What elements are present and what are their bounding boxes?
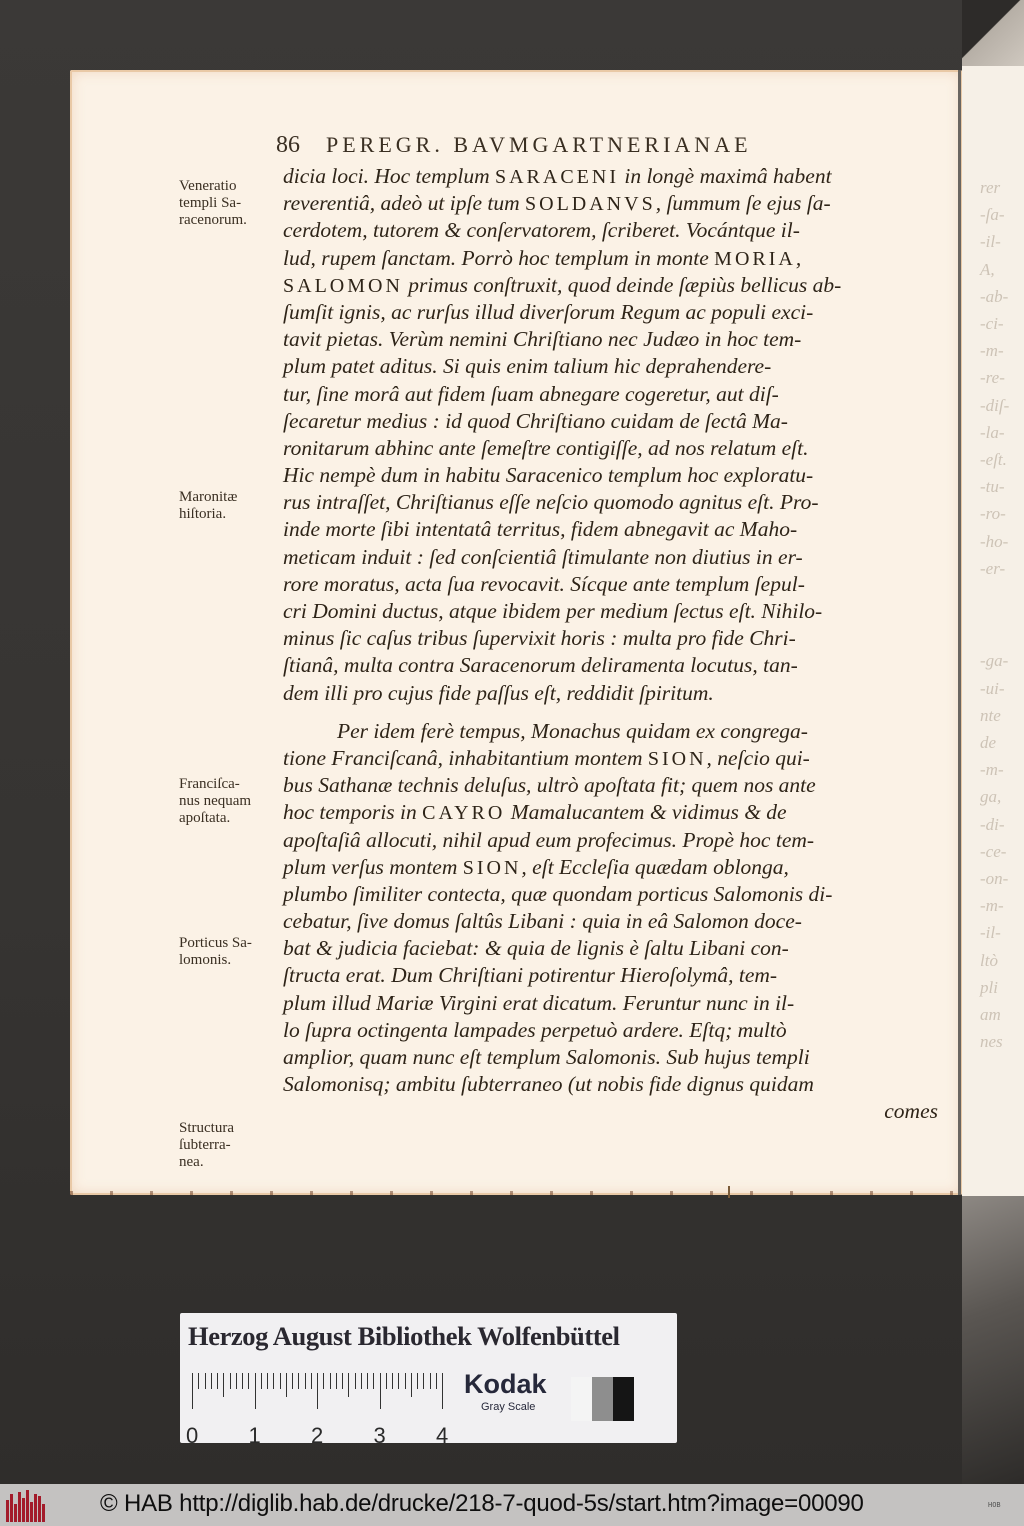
ruler-tick — [317, 1373, 318, 1409]
ruler-tick — [217, 1373, 218, 1389]
text-run: Per idem ferè tempus, Monachus quidam ex congrega- — [337, 718, 808, 743]
ruler-label: 3 — [373, 1423, 386, 1448]
small-caps-name: SION — [462, 856, 522, 879]
text-run: , neſcio qui- — [706, 745, 810, 770]
ruler-tick — [330, 1373, 331, 1389]
bleed-through-text: -m- — [980, 896, 1004, 916]
text-run: tione Franciſcanâ, inhabitantium montem — [283, 745, 648, 770]
bleed-through-text: -la- — [980, 422, 1005, 442]
margin-note-line: Franciſca- — [179, 776, 240, 792]
bleed-through-text: -ro- — [980, 504, 1006, 524]
ruler-label: 1 — [248, 1423, 261, 1448]
footer-mini-label: HOB — [988, 1501, 1001, 1509]
page-number: 86 — [276, 132, 300, 158]
margin-note — [179, 178, 247, 229]
bleed-through-text: am — [980, 1005, 1001, 1024]
ruler-tick — [380, 1373, 381, 1409]
bleed-through-text: -il- — [980, 232, 1001, 252]
text-run: apoſtaſiâ allocuti, nihil apud eum profecimus. Propè hoc tem- — [283, 827, 815, 852]
text-line — [283, 799, 938, 826]
bleed-through-text: -m- — [980, 341, 1004, 361]
bleed-through-text: -ce- — [980, 841, 1007, 861]
text-line — [283, 1017, 938, 1044]
ruler-tick — [423, 1373, 424, 1389]
text-line — [283, 544, 938, 571]
small-caps-name: CAYRO — [422, 802, 506, 825]
margin-note-line: lomonis. — [179, 952, 232, 968]
ruler-tick — [267, 1373, 268, 1389]
text-line — [283, 908, 938, 935]
kodak-logo: Kodak — [464, 1369, 547, 1399]
footer-bar — [0, 1484, 1024, 1526]
text-line — [283, 381, 938, 408]
ruler-label: 4 — [436, 1423, 449, 1448]
ruler-tick — [373, 1373, 374, 1389]
text-run: minus ſic caſus tribus ſupervixit horis : multa pro fide Chri- — [283, 626, 796, 651]
text-line — [283, 745, 938, 772]
text-run: , eſt Eccleſia quædam oblonga, — [521, 854, 789, 879]
text-run: , ſummum ſe ejus ſa- — [655, 191, 831, 216]
ruler-tick — [211, 1373, 212, 1389]
text-run: reverentiâ, adeò ut ipſe tum — [283, 191, 526, 216]
margin-note — [179, 935, 252, 969]
text-line — [283, 408, 938, 435]
bleed-through-text: -er- — [980, 558, 1006, 578]
ruler-label: 2 — [311, 1423, 324, 1448]
text-run: rus intraſſet, Chriſtianus eſſe neſcio quomodo agnitus eſt. Pro- — [283, 490, 819, 515]
text-run: amplior, quam nunc eſt templum Salomonis. Sub hujus templi — [283, 1045, 810, 1069]
ruler-tick — [192, 1373, 193, 1409]
ruler-tick — [298, 1373, 299, 1389]
margin-note-line: Structura — [179, 1120, 234, 1136]
ruler-tick — [355, 1373, 356, 1389]
ruler-tick — [280, 1373, 281, 1389]
small-caps-name: SOLDANVS — [525, 193, 656, 216]
bleed-through-text: de — [980, 733, 997, 752]
gray-scale-patches — [571, 1377, 635, 1421]
gray-patch — [592, 1377, 613, 1421]
text-line — [283, 1098, 938, 1125]
text-run: bat & judicia faciebat: & quia de lignis è ſaltu Libani con- — [283, 936, 789, 961]
text-line — [283, 598, 938, 625]
ruler-tick — [411, 1373, 412, 1397]
bleed-through-text: -diſ- — [980, 395, 1010, 415]
bleed-through-text: ltò — [980, 950, 998, 970]
running-header — [276, 132, 752, 159]
margin-note-line: Veneratio — [179, 178, 237, 194]
text-line — [283, 489, 938, 516]
text-run: ronitarum abhinc ante ſemeſtre contigiſſe, ad nos relatum eſt. — [283, 435, 809, 460]
running-head-title: PEREGR. BAVMGARTNERIANAE — [326, 132, 752, 157]
text-run: cebatur, ſive domus ſaltûs Libani : quia in eâ Salomon doce- — [283, 909, 802, 934]
margin-note — [179, 489, 237, 523]
text-run: dicia loci. Hoc templum — [283, 164, 495, 188]
main-text-block — [283, 163, 938, 1126]
text-line — [283, 680, 938, 707]
bleed-through-text: pli — [980, 977, 998, 997]
adjacent-page — [962, 66, 1024, 1376]
ruler-tick — [242, 1373, 243, 1389]
text-line — [283, 516, 938, 543]
ruler-tick — [236, 1373, 237, 1389]
margin-note-line: racenorum. — [179, 212, 247, 228]
gray-patch — [571, 1377, 592, 1421]
adjacent-page-corner — [962, 0, 1024, 66]
bleed-through-text: nes — [980, 1032, 1003, 1052]
ruler-tick — [323, 1373, 324, 1389]
ruler-tick — [405, 1373, 406, 1389]
text-line — [283, 353, 938, 380]
text-run: ſecaretur medius : id quod Chriſtiano cuidam de ſectâ Ma- — [283, 408, 788, 433]
bleed-through-text: -re- — [980, 368, 1005, 388]
text-run: in longè maximâ habent — [618, 164, 832, 188]
bleed-through-text: -m- — [980, 760, 1004, 780]
text-run: Mamalucantem & vidimus & de — [505, 800, 787, 825]
bleed-through-text: -ga- — [980, 651, 1009, 671]
text-line — [283, 1071, 938, 1098]
text-line — [283, 962, 938, 989]
ruler-tick — [367, 1373, 368, 1389]
ruler-tick — [255, 1373, 256, 1409]
text-line — [283, 326, 938, 353]
ruler-label: 0 — [186, 1423, 199, 1448]
text-run: tur, ſine morâ aut fidem ſuam abnegare cogeretur, aut diſ- — [283, 381, 779, 406]
ruler-tick — [248, 1373, 249, 1389]
ruler-tick — [336, 1373, 337, 1389]
text-line — [283, 935, 938, 962]
text-run: cerdotem, tutorem & conſervatorem, ſcriberet. Vocántque il- — [283, 218, 800, 243]
bleed-through-text: -ci- — [980, 314, 1004, 333]
ruler-tick — [305, 1373, 306, 1389]
ruler-tick — [442, 1373, 443, 1409]
text-run: tavit pietas. Verùm nemini Chriſtiano nec Judæo in hoc tem- — [283, 327, 802, 352]
text-line — [283, 217, 938, 244]
text-line — [283, 772, 938, 799]
copyright-link[interactable]: © HAB http://diglib.hab.de/drucke/218-7-quod-5s/start.htm?image=00090 — [100, 1490, 864, 1517]
hab-logo-icon — [6, 1490, 48, 1522]
ruler-tick — [386, 1373, 387, 1389]
ruler-tick — [286, 1373, 287, 1397]
bleed-through-text: -tu- — [980, 477, 1005, 497]
text-line — [283, 571, 938, 598]
small-caps-name: SARACENI — [494, 166, 619, 188]
margin-note-line: nea. — [179, 1154, 204, 1170]
color-calibration-strip — [180, 1313, 677, 1448]
text-line — [283, 190, 938, 217]
text-run: ſtianâ, multa contra Saracenorum deliramenta locutus, tan- — [283, 653, 798, 678]
text-run: plumbo ſimiliter contecta, quæ quondam porticus Salomonis di- — [283, 881, 833, 906]
margin-note — [179, 776, 251, 827]
text-run: ſtructa erat. Dum Chriſtiani potirentur Hieroſolymâ, tem- — [283, 963, 778, 988]
text-line — [283, 881, 938, 908]
text-run: rore moratus, acta ſua revocavit. Sícque ante templum ſepul- — [283, 571, 805, 596]
bleed-through-text: nte — [980, 705, 1001, 725]
margin-note-line: nus nequam — [179, 793, 252, 809]
text-line — [283, 245, 938, 272]
bleed-through-text: -ho- — [980, 531, 1009, 551]
margin-note-line: hiſtoria. — [179, 506, 227, 522]
ruler-tick — [392, 1373, 393, 1389]
text-run: dem illi pro cujus fide paſſus eſt, reddidit ſpiritum. — [283, 680, 714, 705]
text-run: primus conſtruxit, quod deinde ſæpiùs bellicus ab- — [402, 272, 842, 297]
bleed-through-text: -on- — [980, 869, 1009, 888]
text-run: lud, rupem ſanctam. Porrò hoc templum in monte — [283, 245, 715, 270]
bleed-through-text: ga, — [980, 787, 1002, 807]
text-line — [283, 718, 938, 745]
bleed-through-text: rer — [980, 178, 1001, 197]
text-line — [283, 990, 938, 1017]
bleed-through-text: -ui- — [980, 678, 1005, 698]
ruler-tick — [342, 1373, 343, 1389]
ruler-tick — [348, 1373, 349, 1397]
text-run: bus Sathanæ technis deluſus, ultrò apoſtata fit; quem nos ante — [283, 773, 816, 798]
ruler-tick — [417, 1373, 418, 1389]
ruler-tick — [292, 1373, 293, 1389]
small-caps-name: SALOMON — [283, 274, 403, 297]
text-run: , — [795, 245, 802, 270]
bleed-through-text: -di- — [980, 814, 1005, 834]
text-line — [283, 272, 938, 299]
ruler-tick — [273, 1373, 274, 1389]
text-run: plum patet aditus. Si quis enim talium hic deprahendere- — [283, 354, 772, 379]
ruler-tick — [361, 1373, 362, 1389]
text-run: comes — [884, 1099, 938, 1124]
text-run: hoc temporis in — [283, 800, 423, 825]
text-line — [283, 827, 938, 854]
small-caps-name: SION — [647, 747, 707, 770]
small-caps-name: MORIA — [714, 247, 796, 270]
ruler-tick — [436, 1373, 437, 1389]
ruler-tick — [261, 1373, 262, 1389]
text-run: cri Domini ductus, atque ibidem per medium ſectus eſt. Nihilo- — [283, 599, 823, 623]
kodak-subtitle: Gray Scale — [481, 1401, 536, 1413]
text-run: Hic nempè dum in habitu Saracenico templum hoc exploratu- — [283, 463, 814, 488]
margin-note-line: Maronitæ — [179, 489, 238, 505]
text-run: lo ſupra octingenta lampades perpetuò ardere. Eſtq; multò — [283, 1017, 787, 1042]
ruler-tick — [311, 1373, 312, 1389]
adjacent-page-edge — [962, 1196, 1024, 1484]
ruler-tick — [223, 1373, 224, 1397]
ruler-tick — [198, 1373, 199, 1389]
text-run: inde morte ſibi intentatâ territus, fidem abnegavit ac Maho- — [283, 517, 798, 542]
text-line — [283, 435, 938, 462]
text-line — [283, 1044, 938, 1071]
page-gutter — [958, 70, 961, 1195]
text-line — [283, 854, 938, 881]
bleed-through-text: A, — [980, 259, 995, 279]
gray-patch — [613, 1377, 634, 1421]
margin-note-line: ſubterra- — [179, 1137, 231, 1153]
ruler-tick — [205, 1373, 206, 1389]
text-line — [283, 462, 938, 489]
text-line — [283, 625, 938, 652]
text-line — [283, 652, 938, 679]
ruler-scale — [186, 1373, 449, 1448]
text-line — [283, 299, 938, 326]
ruler-tick — [230, 1373, 231, 1389]
bleed-through-text: -ab- — [980, 286, 1009, 306]
text-run: plum verſus montem — [283, 854, 463, 879]
text-run: ſumſit ignis, ac rurſus illud diverſorum Regum ac populi exci- — [283, 299, 814, 324]
text-run: meticam induit : ſed conſcientiâ ſtimulante non diutius in er- — [283, 544, 803, 569]
signature-mark — [728, 1186, 730, 1198]
library-name: Herzog August Bibliothek Wolfenbüttel — [188, 1321, 620, 1351]
ruler-tick — [430, 1373, 431, 1389]
text-run: Salomonisq; ambitu ſubterraneo (ut nobis fide dignus quidam — [283, 1072, 814, 1097]
bleed-through-text: -il- — [980, 923, 1001, 943]
margin-note — [179, 1120, 234, 1171]
margin-note-line: apoſtata. — [179, 810, 231, 826]
bleed-through-text: -eſt. — [980, 450, 1007, 469]
text-line — [283, 163, 938, 190]
ruler-tick — [398, 1373, 399, 1389]
bleed-through-text: -ſa- — [980, 205, 1005, 225]
margin-note-line: templi Sa- — [179, 195, 242, 211]
text-run: plum illud Mariæ Virgini erat dicatum. Feruntur nunc in il- — [283, 990, 795, 1015]
margin-note-line: Porticus Sa- — [179, 935, 252, 951]
